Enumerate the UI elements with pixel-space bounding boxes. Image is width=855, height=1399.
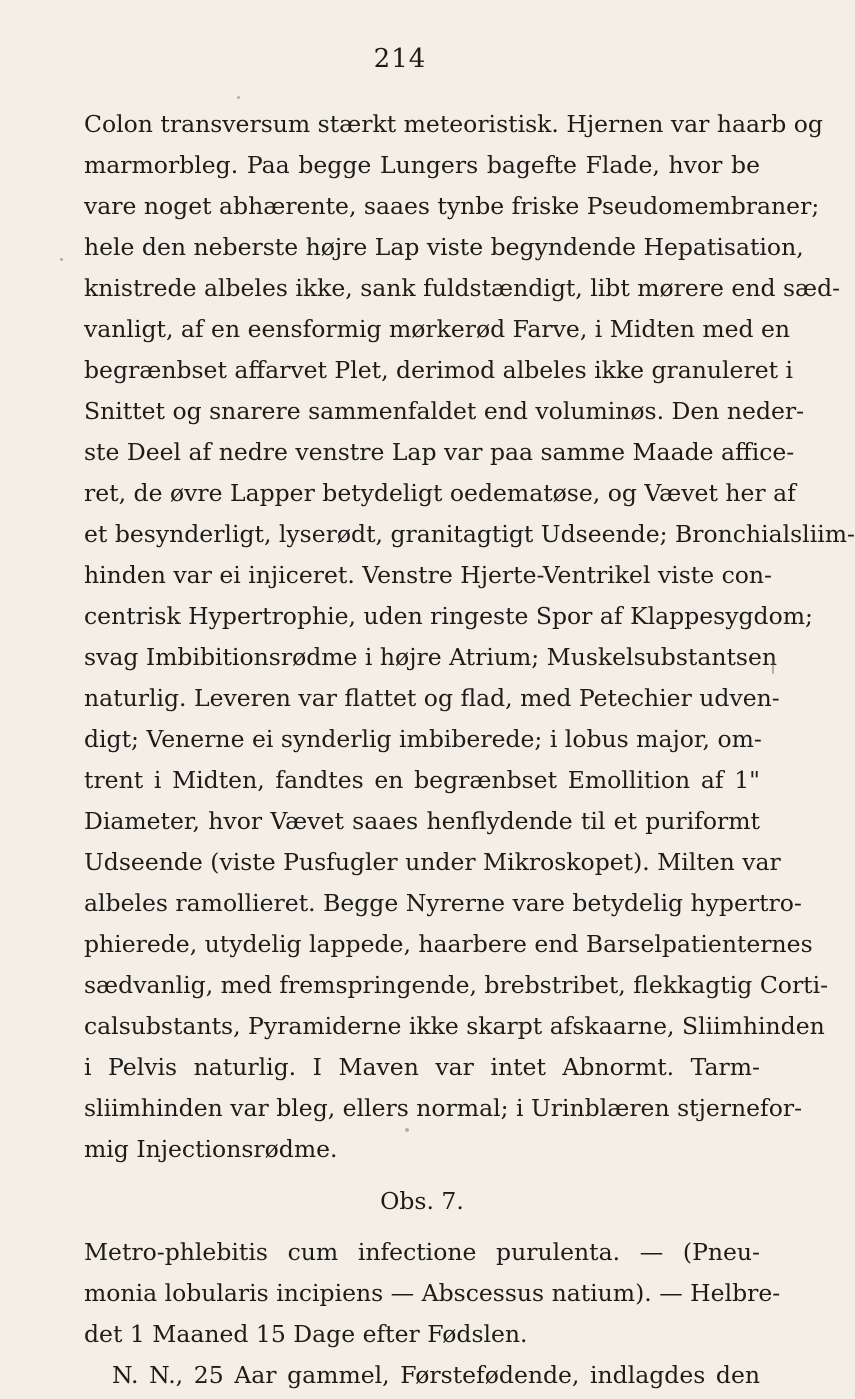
text-line: digt; Venerne ei synderlig imbiberede; i lobus major, om-: [84, 725, 762, 753]
text-line: sliimhinden var bleg, ellers normal; i Urinblæren stjernefor-: [84, 1094, 803, 1122]
paper-speck: [60, 258, 63, 261]
text-line: svag Imbibitionsrødme i højre Atrium; Muskelsubstantsen: [84, 643, 778, 671]
text-line: centrisk Hypertrophie, uden ringeste Spor af Klappesygdom;: [84, 602, 813, 630]
text-line: phierede, utydelig lappede, haarbere end Barselpatienternes: [84, 930, 813, 958]
text-line: knistrede albeles ikke, sank fuldstændigt, libt mørere end sæd-: [84, 274, 841, 302]
text-line: Snittet og snarere sammenfaldet end voluminøs. Den neder-: [84, 397, 805, 425]
paragraph-autopsy-findings: [84, 104, 855, 1170]
text-line: sædvanlig, med fremspringende, brebstribet, flekkagtig Corti-: [84, 971, 829, 999]
text-line: hele den neberste højre Lap viste begyndende Hepatisation,: [84, 233, 804, 261]
text-line: naturlig. Leveren var flattet og flad, med Petechier udven-: [84, 684, 780, 712]
text-line: trent i Midten, fandtes en begrænbset Emollition af 1": [84, 766, 760, 794]
text-line: vanligt, af en eensformig mørkerød Farve, i Midten med en: [84, 315, 791, 343]
text-line: Diameter, hvor Vævet saaes henflydende til et puriformt: [84, 807, 760, 835]
text-line: N. N., 25 Aar gammel, Førstefødende, indlagdes den: [112, 1361, 760, 1389]
paper-speck: [772, 660, 774, 674]
text-line: calsubstants, Pyramiderne ikke skarpt afskaarne, Sliimhinden: [84, 1012, 825, 1040]
text-line: ret, de øvre Lapper betydeligt oedematøse, og Vævet her af: [84, 479, 796, 507]
text-line: Metro-phlebitis cum infectione purulenta. — (Pneu-: [84, 1238, 760, 1266]
observation-heading: Obs. 7.: [380, 1187, 464, 1215]
paper-speck: [405, 1128, 409, 1132]
paragraph-case-seven: [84, 1232, 781, 1396]
text-line: monia lobularis incipiens — Abscessus natium). — Helbre-: [84, 1279, 781, 1307]
text-line: mig Injectionsrødme.: [84, 1135, 338, 1163]
text-line: marmorbleg. Paa begge Lungers bagefte Flade, hvor be: [84, 151, 760, 179]
text-line: det 1 Maaned 15 Dage efter Fødslen.: [84, 1320, 528, 1348]
page-number: 214: [373, 44, 427, 74]
text-line: i Pelvis naturlig. I Maven var intet Abnormt. Tarm-: [84, 1053, 760, 1081]
text-line: Colon transversum stærkt meteoristisk. Hjernen var haarb og: [84, 110, 823, 138]
paper-speck: [237, 96, 240, 99]
text-line: vare noget abhærente, saaes tynbe friske Pseudomembraner;: [84, 192, 820, 220]
text-line: ste Deel af nedre venstre Lap var paa samme Maade afficе-: [84, 438, 795, 466]
text-line: hinden var ei injiceret. Venstre Hjerte-Ventrikel viste con-: [84, 561, 772, 589]
page-body: [84, 104, 855, 1396]
text-line: Udseende (viste Pusfugler under Mikroskopet). Milten var: [84, 848, 781, 876]
text-line: begrænbset affarvet Plet, derimod albeles ikke granuleret i: [84, 356, 794, 384]
text-line: et besynderligt, lyserødt, granitagtigt Udseende; Bronchialsliim-: [84, 520, 855, 548]
text-line: albeles ramollieret. Begge Nyrerne vare betydelig hypertro-: [84, 889, 802, 917]
